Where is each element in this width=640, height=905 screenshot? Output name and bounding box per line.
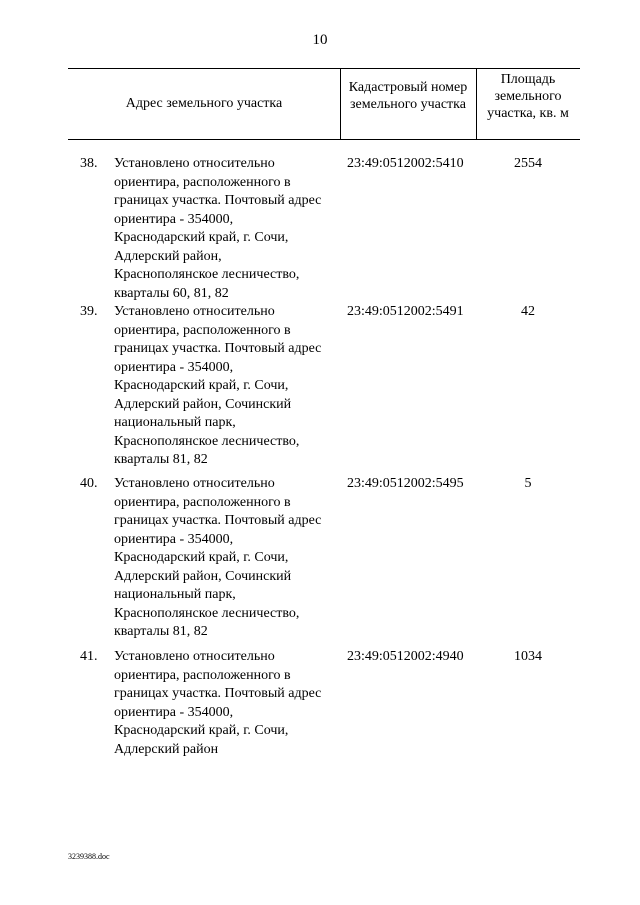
table-header-bottom-rule xyxy=(68,139,580,140)
row-cadastral-number: 23:49:0512002:5495 xyxy=(347,476,464,491)
row-area: 2554 xyxy=(514,156,542,171)
row-area: 1034 xyxy=(514,649,542,664)
page-number: 10 xyxy=(312,32,328,48)
row-cadastral-number: 23:49:0512002:5491 xyxy=(347,304,464,319)
row-number: 41. xyxy=(80,649,98,664)
row-number: 38. xyxy=(80,156,98,171)
footer-filename: 3239388.doc xyxy=(68,852,110,861)
row-address: Установлено относительно ориентира, расположенного в границах участка. Почтовый адрес ориентира - 354000, Краснодарский край, г. Сочи, Адлерский район, Сочинский национальный парк, Краснополянское лесничество, кварталы 81, 82 xyxy=(114,476,322,639)
table-header-top-rule xyxy=(68,68,580,69)
header-cadastral-number: Кадастровый номер земельного участка xyxy=(348,80,468,112)
row-area: 5 xyxy=(524,476,532,491)
row-address: Установлено относительно ориентира, расположенного в границах участка. Почтовый адрес ориентира - 354000, Краснодарский край, г. Сочи, Адлерский район, Краснополянское лесничество, кварталы 60, 81, 82 xyxy=(114,156,322,301)
row-address: Установлено относительно ориентира, расположенного в границах участка. Почтовый адрес ориентира - 354000, Краснодарский край, г. Сочи, Адлерский район xyxy=(114,649,322,757)
row-cadastral-number: 23:49:0512002:5410 xyxy=(347,156,464,171)
header-area: Площадь земельного участка, кв. м xyxy=(487,72,569,121)
row-number: 39. xyxy=(80,304,98,319)
row-number: 40. xyxy=(80,476,98,491)
row-area: 42 xyxy=(521,304,535,319)
row-address: Установлено относительно ориентира, расположенного в границах участка. Почтовый адрес ориентира - 354000, Краснодарский край, г. Сочи, Адлерский район, Сочинский национальный парк, Краснополянское лесничество, кварталы 81, 82 xyxy=(114,304,322,467)
header-address: Адрес земельного участка xyxy=(125,96,283,111)
row-cadastral-number: 23:49:0512002:4940 xyxy=(347,649,464,664)
